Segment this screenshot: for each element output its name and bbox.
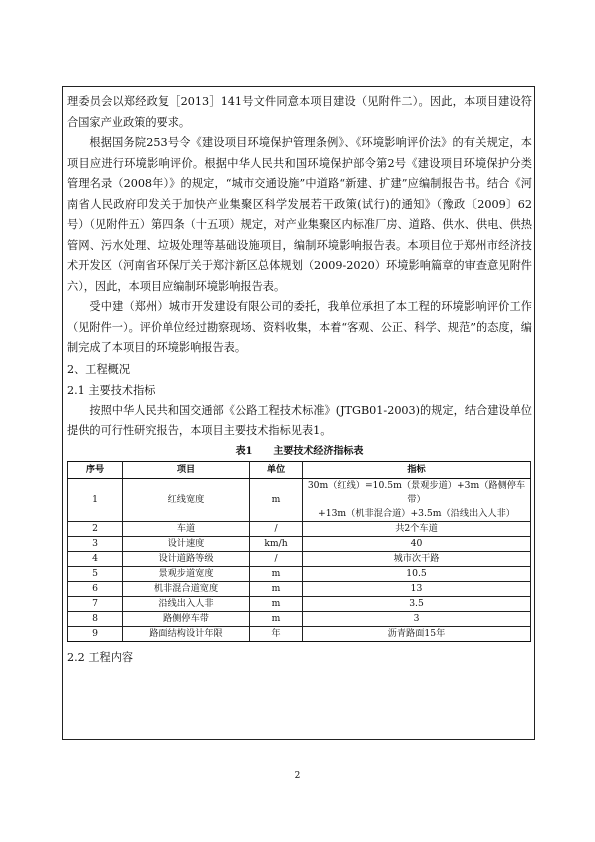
cell-indicator: 城市次干路 bbox=[303, 551, 531, 566]
cell-item: 设计道路等级 bbox=[123, 551, 250, 566]
cell-indicator: 13 bbox=[303, 581, 531, 596]
cell-indicator: 共2个车道 bbox=[303, 521, 531, 536]
header-serial: 序号 bbox=[68, 461, 123, 478]
table-row bbox=[68, 551, 531, 566]
page-number: 2 bbox=[294, 771, 301, 781]
section-heading-project-content: 2.2 工程内容 bbox=[67, 650, 134, 664]
cell-indicator: 40 bbox=[303, 536, 531, 551]
header-unit: 单位 bbox=[250, 461, 303, 478]
table-row bbox=[68, 566, 531, 581]
cell-serial: 4 bbox=[68, 551, 123, 566]
cell-serial: 7 bbox=[68, 596, 123, 611]
cell-indicator: 沥青路面15年 bbox=[303, 626, 531, 641]
cell-unit: m bbox=[250, 611, 303, 626]
cell-item: 路面结构设计年限 bbox=[123, 626, 250, 641]
cell-unit: / bbox=[250, 521, 303, 536]
cell-indicator: 10.5 bbox=[303, 566, 531, 581]
cell-unit: m bbox=[250, 596, 303, 611]
table-row bbox=[68, 536, 531, 551]
cell-unit: m bbox=[250, 478, 303, 521]
cell-item: 路侧停车带 bbox=[123, 611, 250, 626]
table-row bbox=[68, 596, 531, 611]
cell-item: 沿线出入人非 bbox=[123, 596, 250, 611]
cell-indicator: 3 bbox=[303, 611, 531, 626]
cell-serial: 8 bbox=[68, 611, 123, 626]
cell-indicator bbox=[303, 478, 531, 521]
table-row bbox=[68, 626, 531, 641]
table-row bbox=[68, 521, 531, 536]
cell-indicator-line: +13m（机非混合道）+3.5m（沿线出入人非） bbox=[318, 507, 515, 519]
paragraph-tech-standard: 按照中华人民共和国交通部《公路工程技术标准》(JTGB01-2003)的规定，结合建设单位提供的可行性研究报告，本项目主要技术指标见表1。 bbox=[67, 403, 532, 437]
table-row bbox=[68, 478, 531, 521]
paragraph-commission: 受中建（郑州）城市开发建设有限公司的委托，我单位承担了本工程的环境影响评价工作（见附件一）。评价单位经过勘察现场、资料收集，本着“客观、公正、科学、规范”的态度，编制完成了本项目的环境影响报告表。 bbox=[67, 300, 532, 354]
cell-unit: m bbox=[250, 581, 303, 596]
table-caption-number: 表1 bbox=[235, 445, 253, 457]
cell-serial: 2 bbox=[68, 521, 123, 536]
cell-unit: / bbox=[250, 551, 303, 566]
table-row bbox=[68, 581, 531, 596]
cell-unit: km/h bbox=[250, 536, 303, 551]
cell-serial: 5 bbox=[68, 566, 123, 581]
cell-item: 红线宽度 bbox=[123, 478, 250, 521]
header-item: 项目 bbox=[123, 461, 250, 478]
paragraph-policy-approval: 理委员会以郑经政复［2013］141号文件同意本项目建设（见附件二）。因此，本项目建设符合国家产业政策的要求。 bbox=[67, 95, 532, 129]
section-heading-project-overview: 2、工程概况 bbox=[67, 362, 131, 376]
cell-item: 车道 bbox=[123, 521, 250, 536]
cell-indicator: 3.5 bbox=[303, 596, 531, 611]
cell-indicator-line: 30m（红线）=10.5m（景观步道）+3m（路侧停车带） bbox=[307, 479, 526, 505]
cell-unit: m bbox=[250, 566, 303, 581]
cell-serial: 1 bbox=[68, 478, 123, 521]
cell-item: 设计速度 bbox=[123, 536, 250, 551]
document-body bbox=[67, 92, 532, 668]
section-heading-tech-indicators: 2.1 主要技术指标 bbox=[67, 383, 156, 397]
paragraph-eia-basis: 根据国务院253号令《建设项目环境保护管理条例》、《环境影响评价法》的有关规定，本项目应进行环境影响评价。根据中华人民共和国环境保护部令第2号《建设项目环境保护分类管理名录（2008年）》的规定，“城市交通设施”中道路“新建、扩建”应编制报告书。结合《河南省人民政府印发关于加快产业集聚区科学发展若干政策(试行)的通知》（豫政〔2009〕62号）（见附件五）第四条（十五项）规定，对产业集聚区内标准厂房、道路、供水、供电、供热管网、污水处理、垃圾处理等基础设施项目，编制环境影响报告表。本项目位于郑州市经济技术开发区（河南省环保厅关于郑汴新区总体规划（2009-2020）环境影响篇章的审查意见附件六），因此，本项目应编制环境影响报告表。 bbox=[67, 136, 532, 293]
header-indicator: 指标 bbox=[303, 461, 531, 478]
table-caption bbox=[67, 445, 532, 459]
cell-serial: 6 bbox=[68, 581, 123, 596]
table-row bbox=[68, 611, 531, 626]
cell-unit: 年 bbox=[250, 626, 303, 641]
table-header-row bbox=[68, 461, 531, 478]
cell-item: 机非混合道宽度 bbox=[123, 581, 250, 596]
cell-serial: 3 bbox=[68, 536, 123, 551]
tech-indicator-table bbox=[67, 461, 531, 642]
table-caption-title: 主要技术经济指标表 bbox=[273, 445, 364, 457]
cell-serial: 9 bbox=[68, 626, 123, 641]
cell-item: 景观步道宽度 bbox=[123, 566, 250, 581]
